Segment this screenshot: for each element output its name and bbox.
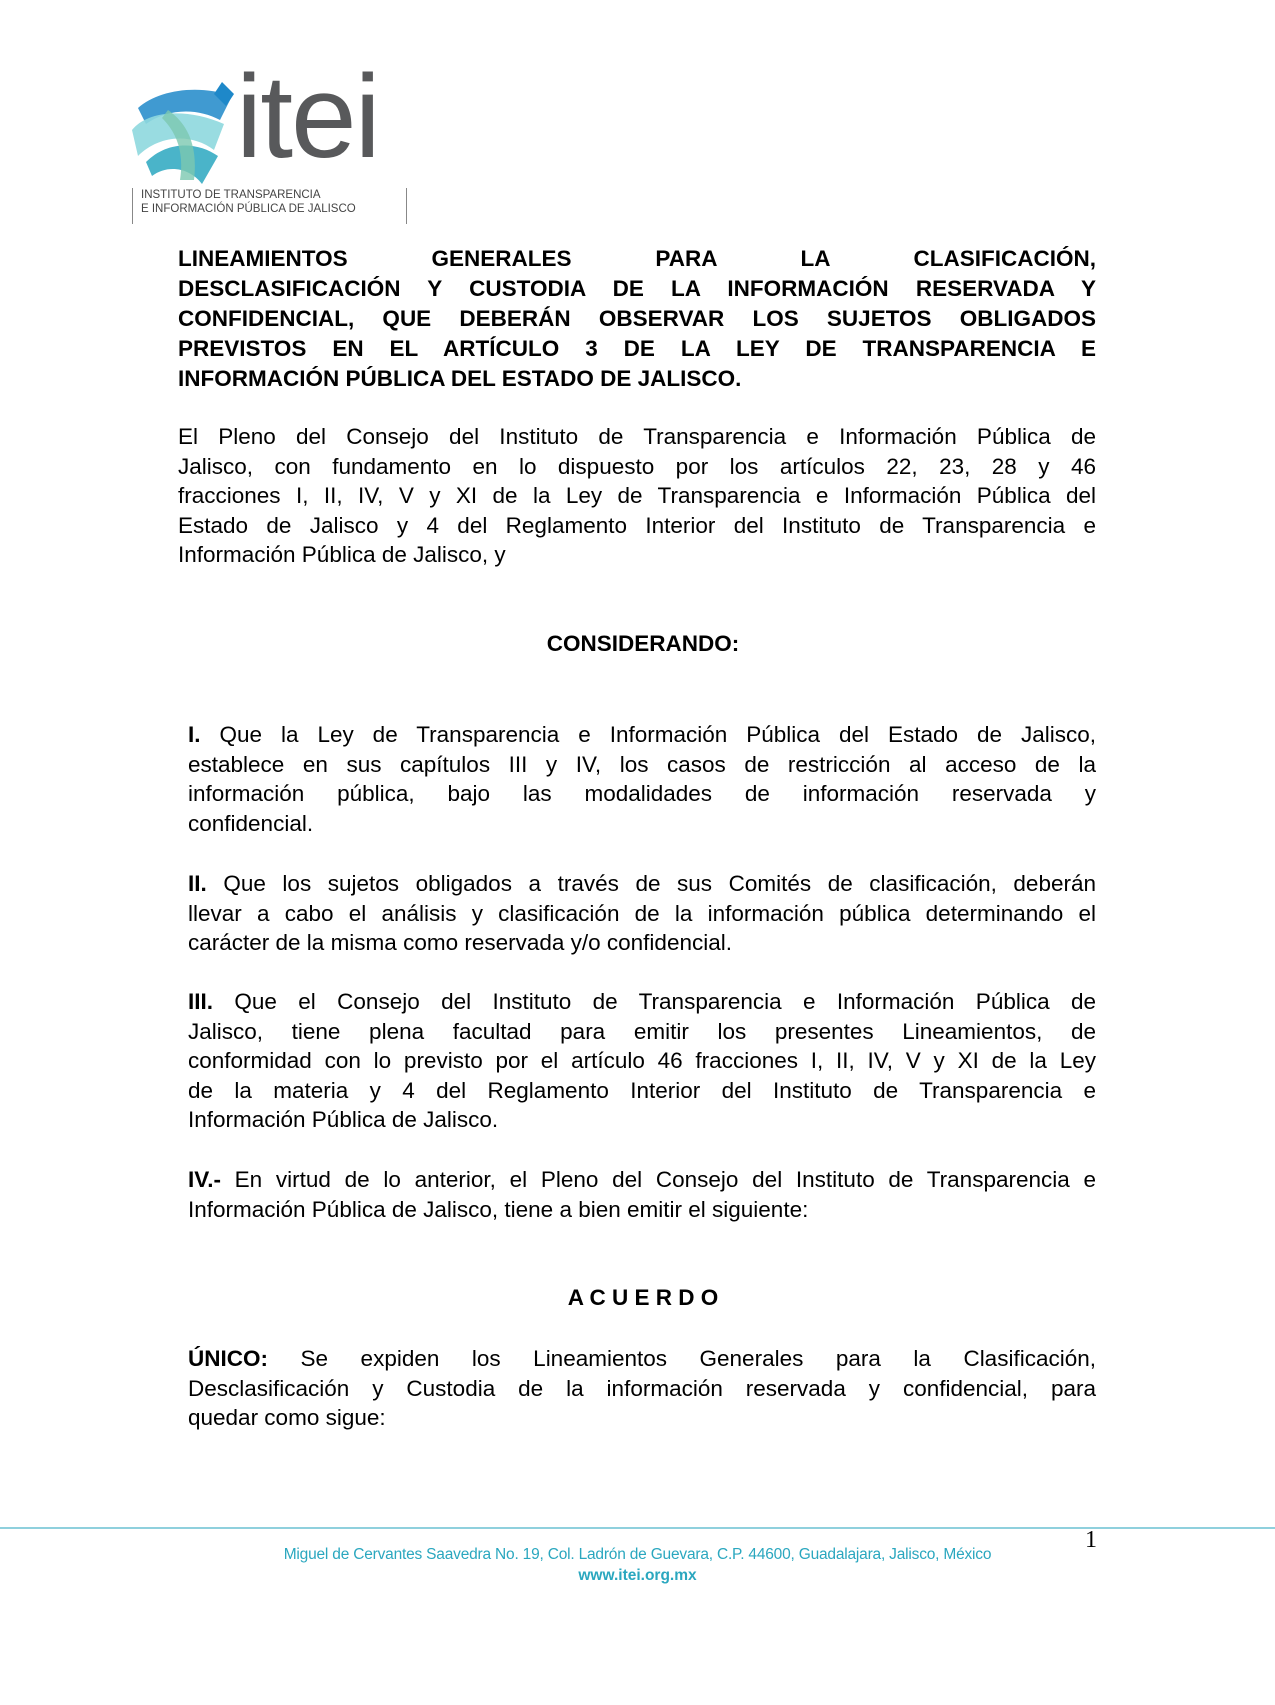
- paragraph-line: Información Pública de Jalisco, y: [178, 542, 506, 567]
- considerando-heading: CONSIDERANDO:: [546, 631, 740, 656]
- logo-wordmark: itei: [236, 51, 379, 183]
- logo-subtitle: [132, 188, 407, 224]
- considerando-iii: [188, 987, 1096, 1135]
- paragraph-text: Que los sujetos obligados a través de sus Comités de clasificación, deberán: [206, 871, 1096, 896]
- unico-label: ÚNICO:: [188, 1346, 268, 1371]
- paragraph-line: Información Pública de Jalisco.: [188, 1107, 499, 1132]
- considerando-i: [188, 720, 1096, 838]
- paragraph-text: En virtud de lo anterior, el Pleno del Consejo del Instituto de Transparencia e: [220, 1167, 1096, 1192]
- acuerdo-heading: A C U E R D O: [567, 1285, 719, 1310]
- paragraph-text: Que el Consejo del Instituto de Transparencia e Información Pública de: [213, 989, 1096, 1014]
- intro-paragraph: [178, 422, 1096, 570]
- title-line: DESCLASIFICACIÓN Y CUSTODIA DE LA INFORMACIÓN RESERVADA Y: [178, 276, 1096, 301]
- paragraph-line: fracciones I, II, IV, V y XI de la Ley de Transparencia e Información Pública del: [178, 483, 1096, 508]
- paragraph-line: Jalisco, tiene plena facultad para emitir los presentes Lineamientos, de: [188, 1018, 1096, 1044]
- considerando-ii: [188, 869, 1096, 958]
- paragraph-text: Que la Ley de Transparencia e Información Pública del Estado de Jalisco,: [200, 722, 1096, 747]
- itei-emblem-icon: [128, 80, 243, 185]
- paragraph-line: llevar a cabo el análisis y clasificación de la información pública determinando el: [188, 900, 1096, 926]
- considerando-iv: [188, 1165, 1096, 1224]
- title-line: LINEAMIENTOS GENERALES PARA LA CLASIFICACIÓN,: [178, 246, 1096, 271]
- paragraph-line: El Pleno del Consejo del Instituto de Transparencia e Información Pública de: [178, 424, 1096, 449]
- paragraph-text: Se expiden los Lineamientos Generales para la Clasificación,: [268, 1346, 1096, 1371]
- paragraph-line: quedar como sigue:: [188, 1405, 386, 1430]
- paragraph-line: de la materia y 4 del Reglamento Interior del Instituto de Transparencia e: [188, 1077, 1096, 1103]
- title-line: PREVISTOS EN EL ARTÍCULO 3 DE LA LEY DE TRANSPARENCIA E: [178, 336, 1096, 361]
- title-line: CONFIDENCIAL, QUE DEBERÁN OBSERVAR LOS SUJETOS OBLIGADOS: [178, 306, 1096, 331]
- title-line: INFORMACIÓN PÚBLICA DEL ESTADO DE JALISCO.: [178, 366, 742, 391]
- unico-paragraph: [188, 1344, 1096, 1433]
- footer-website-link[interactable]: www.itei.org.mx: [578, 1567, 697, 1584]
- paragraph-line: información pública, bajo las modalidades de información reservada y: [188, 781, 1096, 806]
- itei-logo: [128, 51, 408, 220]
- considerando-label: III.: [188, 989, 214, 1014]
- paragraph-line: Jalisco, con fundamento en lo dispuesto por los artículos 22, 23, 28 y 46: [178, 453, 1096, 479]
- logo-subtitle-line-1: INSTITUTO DE TRANSPARENCIA: [141, 189, 321, 201]
- paragraph-line: confidencial.: [188, 810, 314, 836]
- paragraph-line: establece en sus capítulos III y IV, los casos de restricción al acceso de la: [188, 751, 1096, 777]
- considerando-label: I.: [188, 722, 201, 747]
- paragraph-line: Estado de Jalisco y 4 del Reglamento Interior del Instituto de Transparencia e: [178, 512, 1096, 538]
- paragraph-line: Información Pública de Jalisco, tiene a bien emitir el siguiente:: [188, 1196, 809, 1222]
- paragraph-line: conformidad con lo previsto por el artículo 46 fracciones I, II, IV, V y XI de la Ley: [188, 1048, 1096, 1073]
- considerando-label: II.: [188, 871, 207, 896]
- document-title: [178, 244, 1096, 394]
- logo-subtitle-line-2: E INFORMACIÓN PÚBLICA DE JALISCO: [141, 203, 356, 215]
- footer-divider: [0, 1527, 1275, 1529]
- considerando-label: IV.-: [188, 1167, 221, 1192]
- footer-address: Miguel de Cervantes Saavedra No. 19, Col. Ladrón de Guevara, C.P. 44600, Guadalajara, Jalisco, México: [283, 1546, 992, 1563]
- paragraph-line: carácter de la misma como reservada y/o confidencial.: [188, 930, 732, 955]
- paragraph-line: Desclasificación y Custodia de la información reservada y confidencial, para: [188, 1375, 1096, 1401]
- page-number: 1: [1085, 1527, 1097, 1553]
